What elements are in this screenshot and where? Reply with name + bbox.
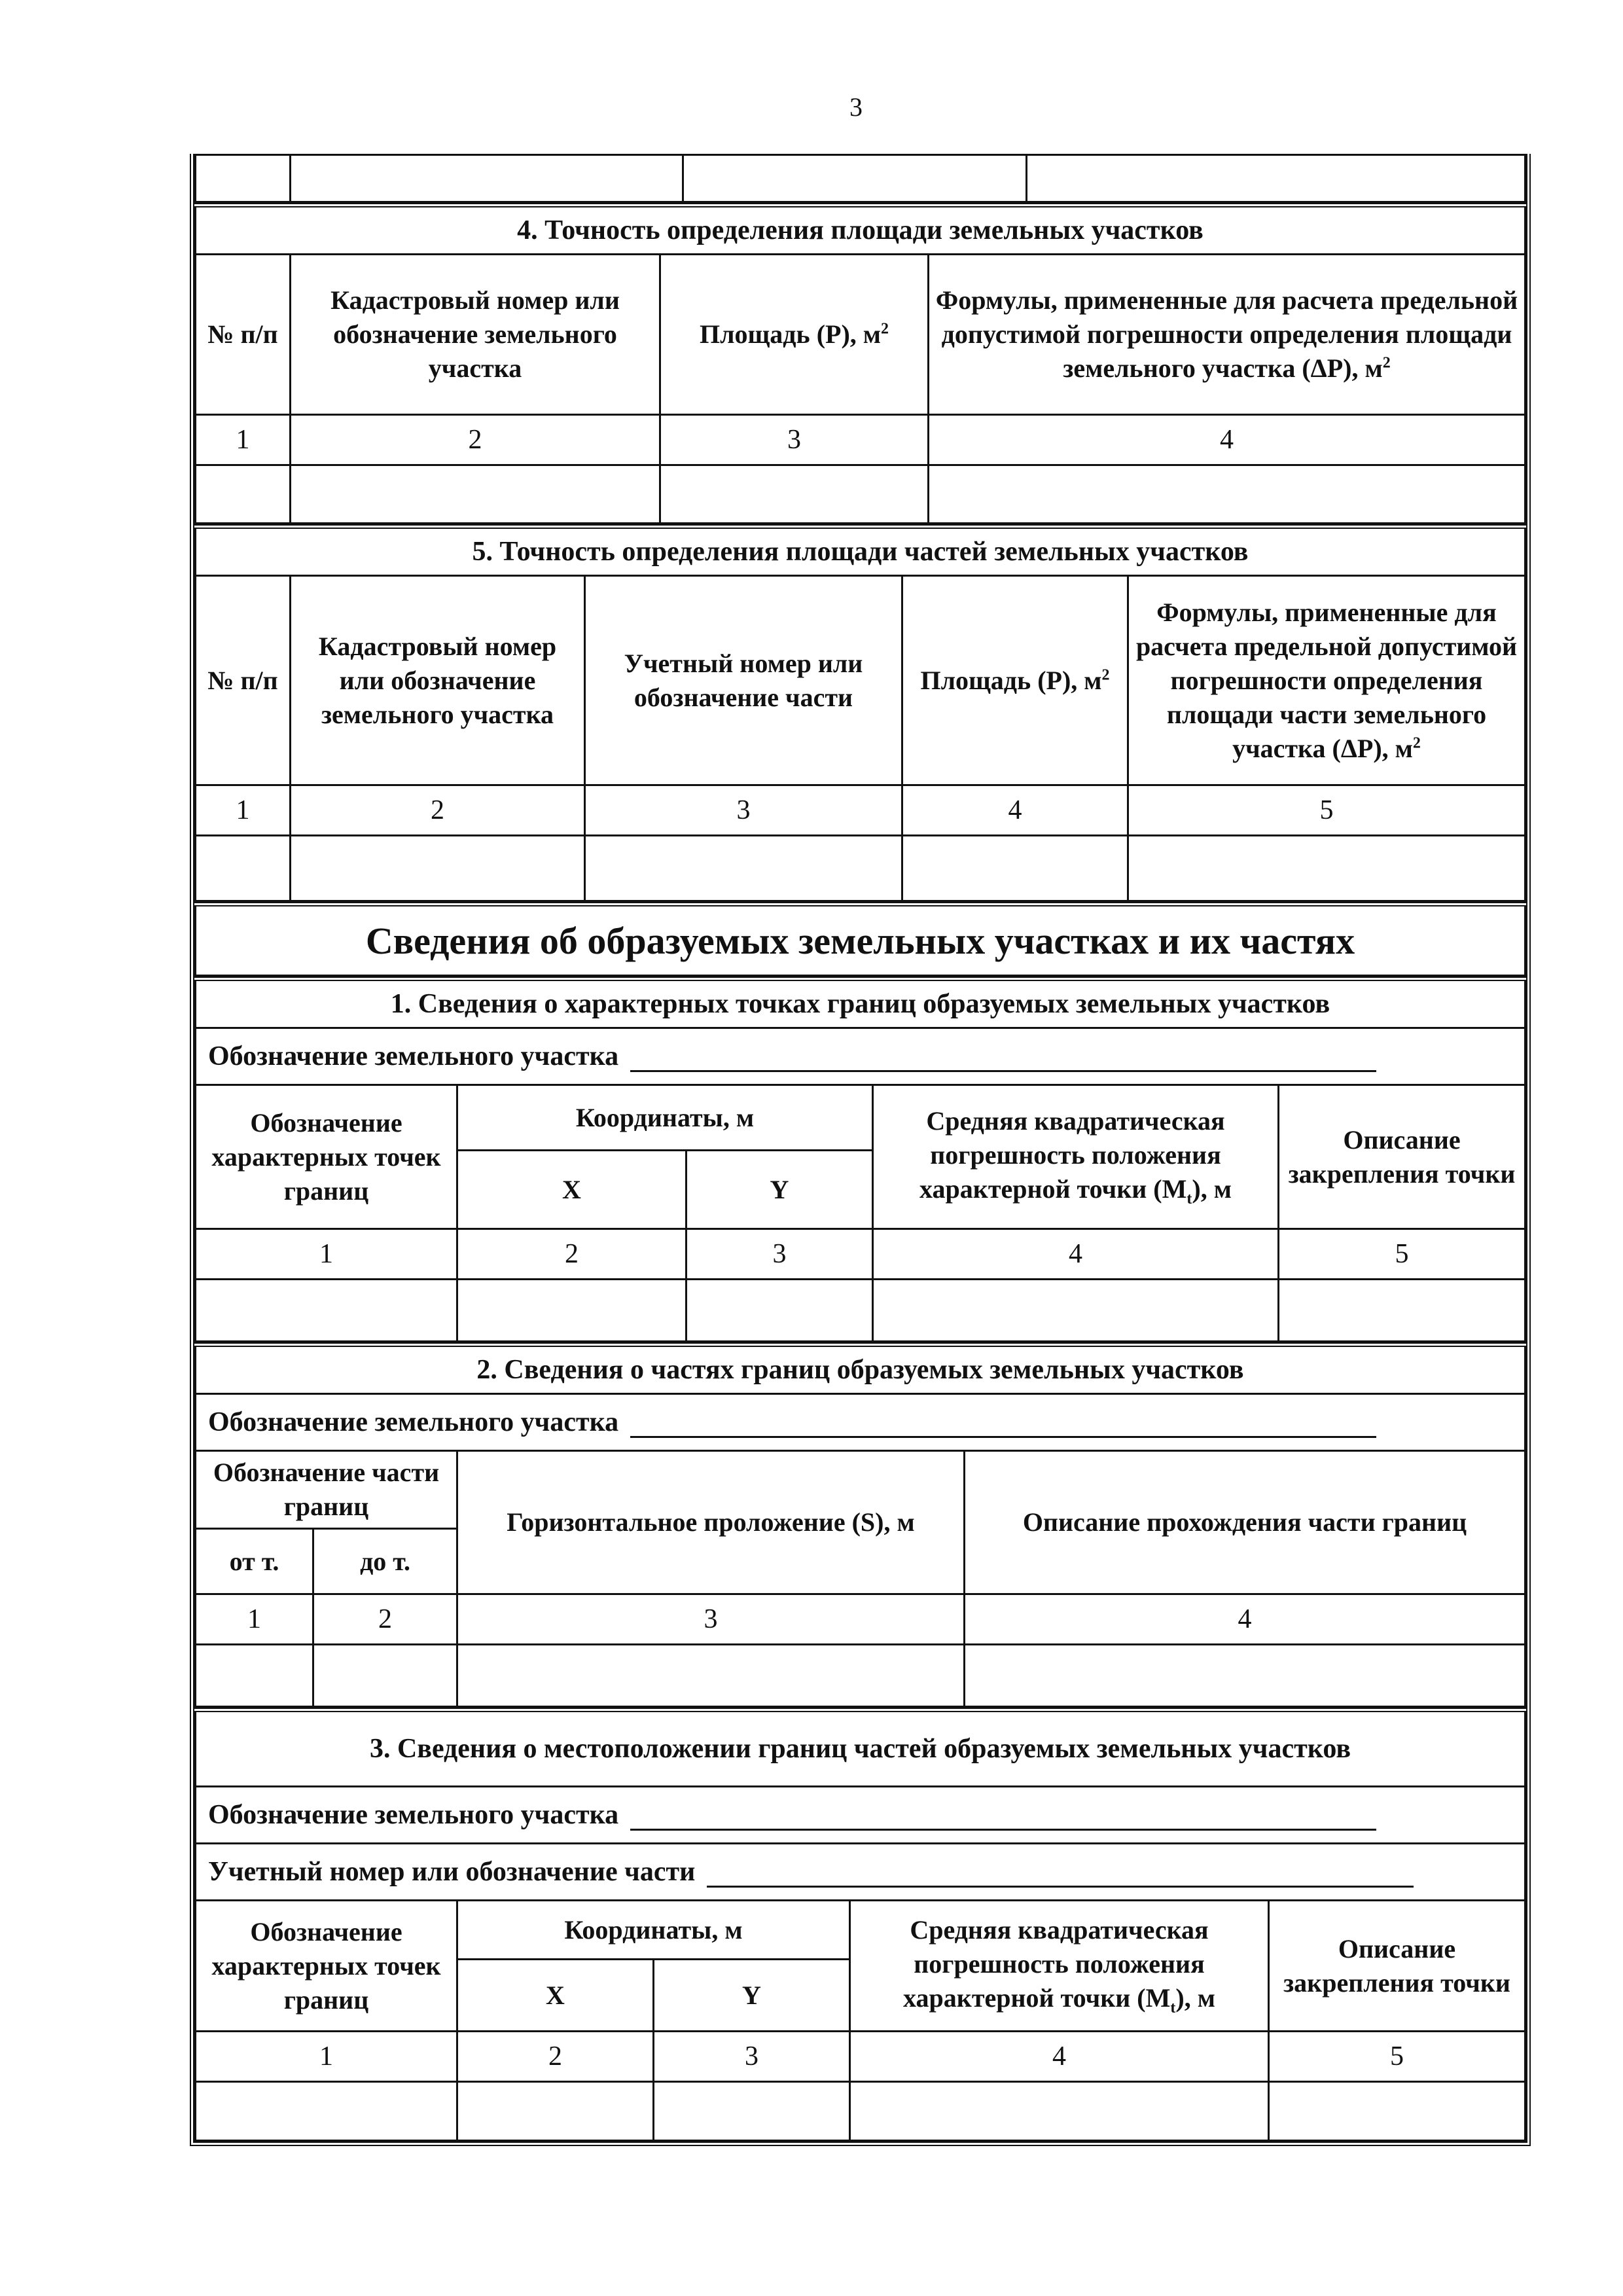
part-label: Учетный номер или обозначение части <box>208 1857 696 1887</box>
part-designation-line <box>196 1844 1525 1901</box>
col-x-header: X <box>457 1960 654 2032</box>
column-number: 3 <box>687 1229 873 1280</box>
table-row <box>196 1280 1525 1342</box>
table-row <box>196 1645 1525 1707</box>
table-cell <box>683 155 1027 202</box>
table-cell <box>457 1280 687 1342</box>
header-text: Формулы, примененные для расчета предельной допустимой погрешности определения площади части земельного участка (ΔР), м <box>1135 597 1518 763</box>
column-number: 1 <box>196 415 291 465</box>
carryover-table <box>194 154 1526 203</box>
table-cell <box>873 1280 1279 1342</box>
table-cell <box>196 1645 313 1707</box>
col-description-header: Описание прохождения части границ <box>965 1451 1525 1594</box>
parcel-designation-line <box>196 1787 1525 1844</box>
formed-s2-table <box>194 1342 1526 1708</box>
table-cell <box>965 1645 1525 1707</box>
superscript: 2 <box>1412 734 1421 752</box>
table-cell <box>196 836 291 901</box>
header-text: Площадь (Р), м <box>699 319 882 349</box>
column-number: 2 <box>313 1594 457 1645</box>
table-row <box>196 155 1525 202</box>
part-input-line[interactable] <box>707 1861 1414 1888</box>
col-formula-header <box>1128 576 1525 785</box>
subscript: t <box>1186 1190 1192 1208</box>
parcel-label: Обозначение земельного участка <box>208 1407 619 1437</box>
table-cell <box>1128 836 1525 901</box>
col-cadastral-header: Кадастровый номер или обозначение земельного участка <box>291 255 660 415</box>
col-points-header: Обозначение характерных точек границ <box>196 1901 457 2032</box>
table-cell <box>1269 2082 1525 2141</box>
column-number: 4 <box>850 2032 1269 2082</box>
column-number: 4 <box>873 1229 1279 1280</box>
table-cell <box>654 2082 850 2141</box>
parcel-label: Обозначение земельного участка <box>208 1041 619 1071</box>
col-coords-header: Координаты, м <box>457 1085 873 1151</box>
section5-title: 5. Точность определения площади частей земельных участков <box>196 527 1525 576</box>
table-cell <box>850 2082 1269 2141</box>
column-number: 4 <box>965 1594 1525 1645</box>
table-row <box>196 2082 1525 2141</box>
col-x-header: X <box>457 1151 687 1229</box>
column-number: 1 <box>196 2032 457 2082</box>
column-number: 5 <box>1279 1229 1525 1280</box>
superscript: 2 <box>1101 666 1110 684</box>
table-cell <box>196 1280 457 1342</box>
table-cell <box>196 2082 457 2141</box>
table-cell <box>196 465 291 524</box>
table-cell <box>291 155 683 202</box>
column-number: 3 <box>457 1594 965 1645</box>
column-number: 4 <box>929 415 1525 465</box>
formed-s1-table <box>194 977 1526 1342</box>
col-y-header: Y <box>687 1151 873 1229</box>
table-cell <box>196 155 291 202</box>
column-number: 3 <box>660 415 929 465</box>
column-number: 5 <box>1269 2032 1525 2082</box>
section4-table <box>194 203 1526 524</box>
col-from-header: от т. <box>196 1529 313 1594</box>
table-cell <box>660 465 929 524</box>
parcel-designation-line <box>196 1394 1525 1451</box>
formed-title: Сведения об образуемых земельных участках и их частях <box>196 905 1525 976</box>
col-formula-header <box>929 255 1525 415</box>
table-cell <box>313 1645 457 1707</box>
table-row <box>196 836 1525 901</box>
subscript: t <box>1170 1999 1176 2017</box>
parcel-designation-line <box>196 1028 1525 1085</box>
column-number: 3 <box>654 2032 850 2082</box>
col-points-header: Обозначение характерных точек границ <box>196 1085 457 1229</box>
form-frame <box>190 154 1531 2146</box>
formed-s2-title: 2. Сведения о частях границ образуемых земельных участков <box>196 1345 1525 1394</box>
column-number: 2 <box>457 1229 687 1280</box>
header-text: Формулы, примененные для расчета предельной допустимой погрешности определения площади земельного участка (ΔР), м <box>935 285 1518 383</box>
column-number: 1 <box>196 1229 457 1280</box>
table-cell <box>457 1645 965 1707</box>
superscript: 2 <box>881 320 889 338</box>
header-text: ), м <box>1192 1174 1232 1204</box>
parcel-input-line[interactable] <box>630 1804 1376 1831</box>
col-fixing-header: Описание закрепления точки <box>1279 1085 1525 1229</box>
table-row <box>196 465 1525 524</box>
col-error-header <box>873 1085 1279 1229</box>
col-area-header <box>660 255 929 415</box>
superscript: 2 <box>1382 354 1391 372</box>
column-number: 1 <box>196 785 291 836</box>
col-error-header <box>850 1901 1269 2032</box>
parcel-input-line[interactable] <box>630 1045 1376 1072</box>
col-y-header: Y <box>654 1960 850 2032</box>
header-text: Средняя квадратическая погрешность положения характерной точки (М <box>919 1105 1225 1204</box>
formed-s3-table <box>194 1708 1526 2142</box>
col-coords-header: Координаты, м <box>457 1901 850 1960</box>
formed-s1-title: 1. Сведения о характерных точках границ образуемых земельных участков <box>196 979 1525 1028</box>
section4-title: 4. Точность определения площади земельных участков <box>196 206 1525 255</box>
table-cell <box>902 836 1128 901</box>
col-cadastral-header: Кадастровый номер или обозначение земельного участка <box>291 576 585 785</box>
column-number: 2 <box>291 785 585 836</box>
table-cell <box>457 2082 654 2141</box>
column-number: 5 <box>1128 785 1525 836</box>
column-number: 1 <box>196 1594 313 1645</box>
page-number: 3 <box>849 92 863 122</box>
table-cell <box>1279 1280 1525 1342</box>
col-area-header <box>902 576 1128 785</box>
col-part-header: Обозначение части границ <box>196 1451 457 1529</box>
table-cell <box>291 836 585 901</box>
col-horizontal-header: Горизонтальное проложение (S), м <box>457 1451 965 1594</box>
col-fixing-header: Описание закрепления точки <box>1269 1901 1525 2032</box>
formed-s3-title: 3. Сведения о местоположении границ частей образуемых земельных участков <box>196 1710 1525 1787</box>
col-number-header: № п/п <box>196 255 291 415</box>
col-part-header: Учетный номер или обозначение части <box>585 576 902 785</box>
column-number: 2 <box>457 2032 654 2082</box>
header-text: Площадь (Р), м <box>920 665 1102 695</box>
column-number: 2 <box>291 415 660 465</box>
parcel-input-line[interactable] <box>630 1411 1376 1438</box>
formed-title-table <box>194 902 1526 977</box>
table-cell <box>1027 155 1525 202</box>
table-cell <box>929 465 1525 524</box>
table-cell <box>291 465 660 524</box>
table-cell <box>687 1280 873 1342</box>
section5-table <box>194 524 1526 902</box>
column-number: 3 <box>585 785 902 836</box>
header-text: ), м <box>1175 1982 1215 2013</box>
parcel-label: Обозначение земельного участка <box>208 1800 619 1830</box>
table-cell <box>585 836 902 901</box>
header-text: Средняя квадратическая погрешность положения характерной точки (М <box>903 1914 1209 2013</box>
col-number-header: № п/п <box>196 576 291 785</box>
col-to-header: до т. <box>313 1529 457 1594</box>
column-number: 4 <box>902 785 1128 836</box>
